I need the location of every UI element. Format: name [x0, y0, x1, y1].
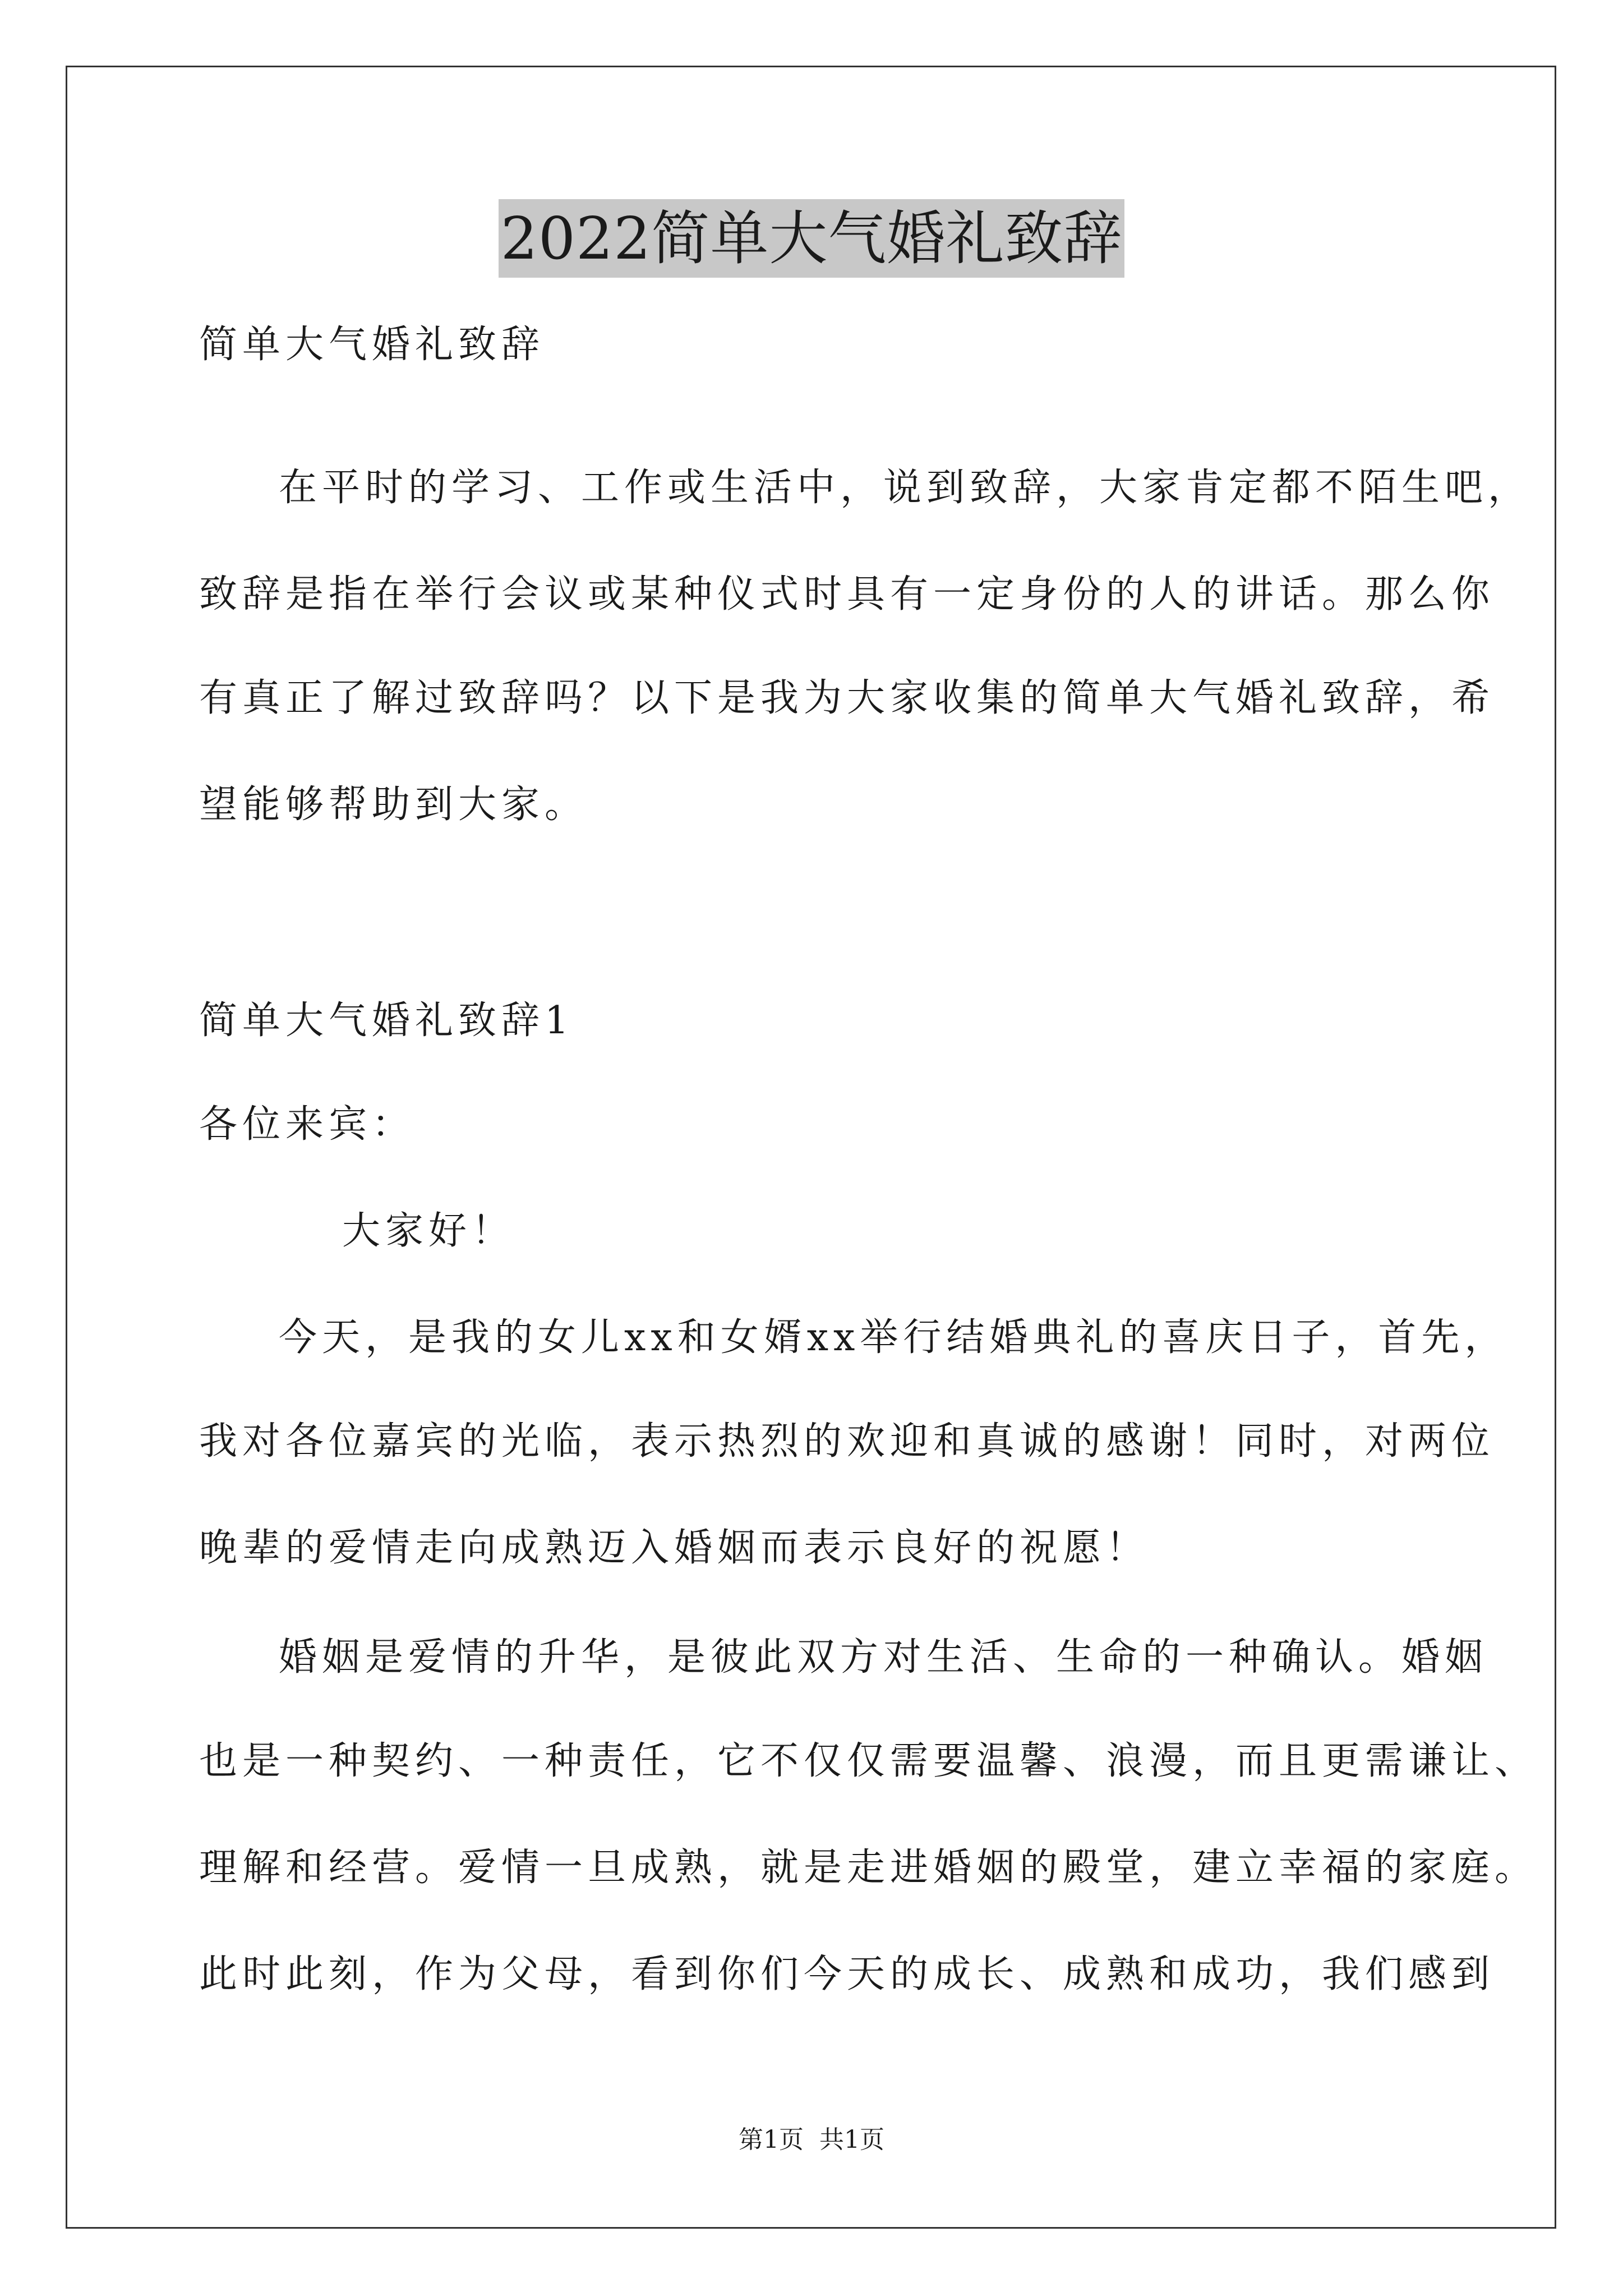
page-total: 共1页 [819, 2125, 884, 2154]
salutation: 各位来宾： [199, 1102, 416, 1147]
body-line-5: 也是一种契约、一种责任，它不仅仅需要温馨、浪漫，而且更需谦让、 [199, 1739, 1538, 1783]
subtitle-line: 简单大气婚礼致辞 [199, 323, 545, 367]
body-line-4: 婚姻是爱情的升华，是彼此双方对生活、生命的一种确认。婚姻 [279, 1635, 1488, 1680]
title-container [0, 199, 1623, 278]
section-heading: 简单大气婚礼致辞1 [199, 999, 574, 1043]
body-line-2: 我对各位嘉宾的光临，表示热烈的欢迎和真诚的感谢！同时，对两位 [199, 1419, 1495, 1464]
intro-line-3: 有真正了解过致辞吗？以下是我为大家收集的简单大气婚礼致辞，希 [199, 676, 1495, 720]
intro-line-4: 望能够帮助到大家。 [199, 783, 588, 827]
greeting: 大家好！ [342, 1209, 515, 1253]
body-line-3: 晚辈的爱情走向成熟迈入婚姻而表示良好的祝愿！ [199, 1526, 1150, 1570]
body-line-1: 今天，是我的女儿xx和女婿xx举行结婚典礼的喜庆日子，首先， [279, 1315, 1508, 1360]
intro-line-2: 致辞是指在举行会议或某种仪式时具有一定身份的人的讲话。那么你 [199, 572, 1495, 616]
body-line-6: 理解和经营。爱情一旦成熟，就是走进婚姻的殿堂，建立幸福的家庭。 [199, 1846, 1538, 1890]
document-title: 2022简单大气婚礼致辞 [499, 199, 1125, 278]
page-number: 第1页 [739, 2125, 804, 2154]
intro-line-1: 在平时的学习、工作或生活中，说到致辞，大家肯定都不陌生吧， [279, 466, 1532, 510]
body-line-7: 此时此刻，作为父母，看到你们今天的成长、成熟和成功，我们感到 [199, 1952, 1495, 1996]
page-footer [0, 2123, 1623, 2157]
